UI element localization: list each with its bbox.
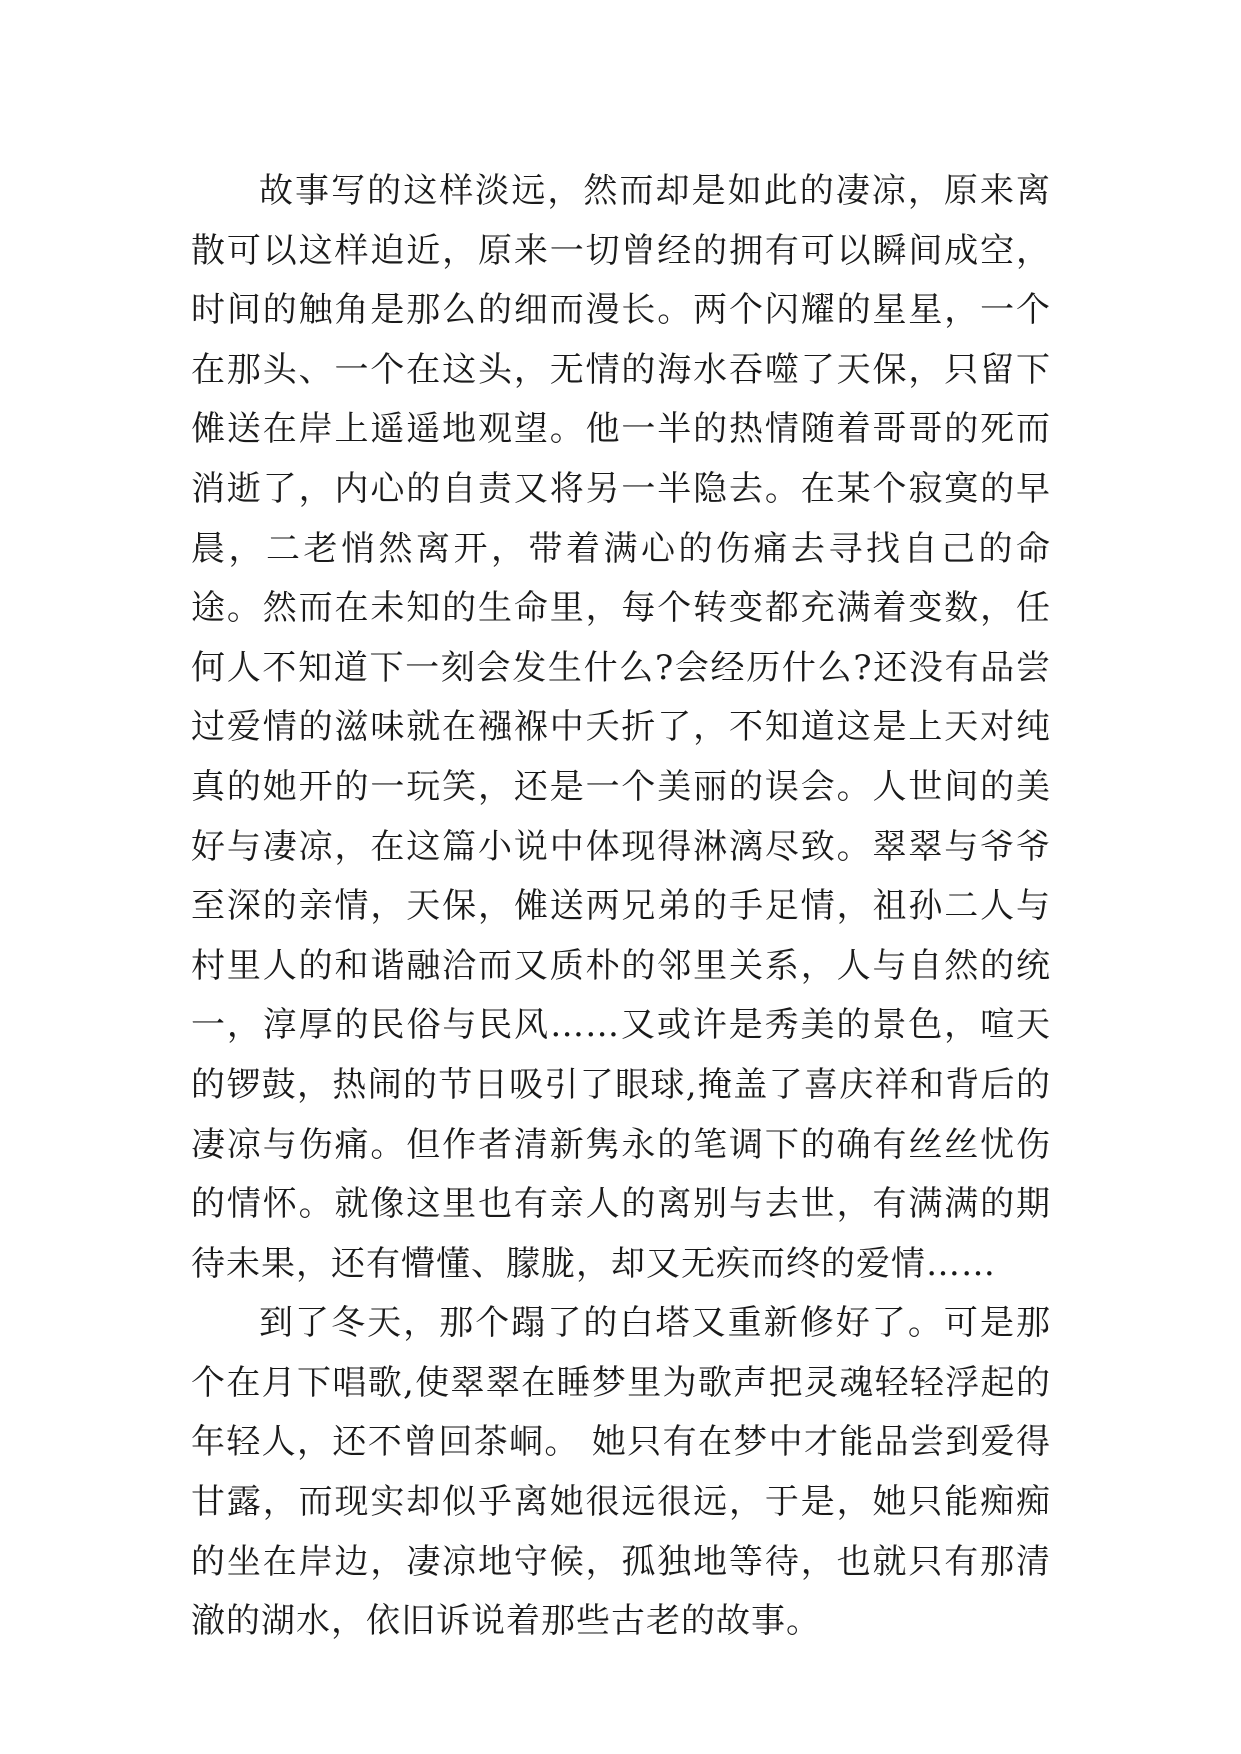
document-body [191,162,1051,1652]
paragraph-1: 故事写的这样淡远，然而却是如此的凄凉，原来离散可以这样迫近，原来一切曾经的拥有可以瞬间成空，时间的触角是那么的细而漫长。两个闪耀的星星，一个在那头、一个在这头，无情的海水吞噬了天保，只留下傩送在岸上遥遥地观望。他一半的热情随着哥哥的死而消逝了，内心的自责又将另一半隐去。在某个寂寞的早晨，二老悄然离开，带着满心的伤痛去寻找自己的命途。然而在未知的生命里，每个转变都充满着变数，任何人不知道下一刻会发生什么?会经历什么?还没有品尝过爱情的滋味就在襁褓中夭折了，不知道这是上天对纯真的她开的一玩笑，还是一个美丽的误会。人世间的美好与凄凉，在这篇小说中体现得淋漓尽致。翠翠与爷爷至深的亲情，天保，傩送两兄弟的手足情，祖孙二人与村里人的和谐融洽而又质朴的邻里关系，人与自然的统一，淳厚的民俗与民风……又或许是秀美的景色，喧天的锣鼓，热闹的节日吸引了眼球,掩盖了喜庆祥和背后的凄凉与伤痛。但作者清新隽永的笔调下的确有丝丝忧伤的情怀。就像这里也有亲人的离别与去世，有满满的期待未果，还有懵懂、朦胧，却又无疾而终的爱情…… [191,171,1051,1284]
paragraph-2: 到了冬天，那个蹋了的白塔又重新修好了。可是那个在月下唱歌,使翠翠在睡梦里为歌声把灵魂轻轻浮起的年轻人，还不曾回茶峒。 她只有在梦中才能品尝到爱得甘露，而现实却似乎离她很远很远，于是，她只能痴痴的坐在岸边，凄凉地守候，孤独地等待，也就只有那清澈的湖水，依旧诉说着那些古老的故事。 [191,1303,1051,1642]
